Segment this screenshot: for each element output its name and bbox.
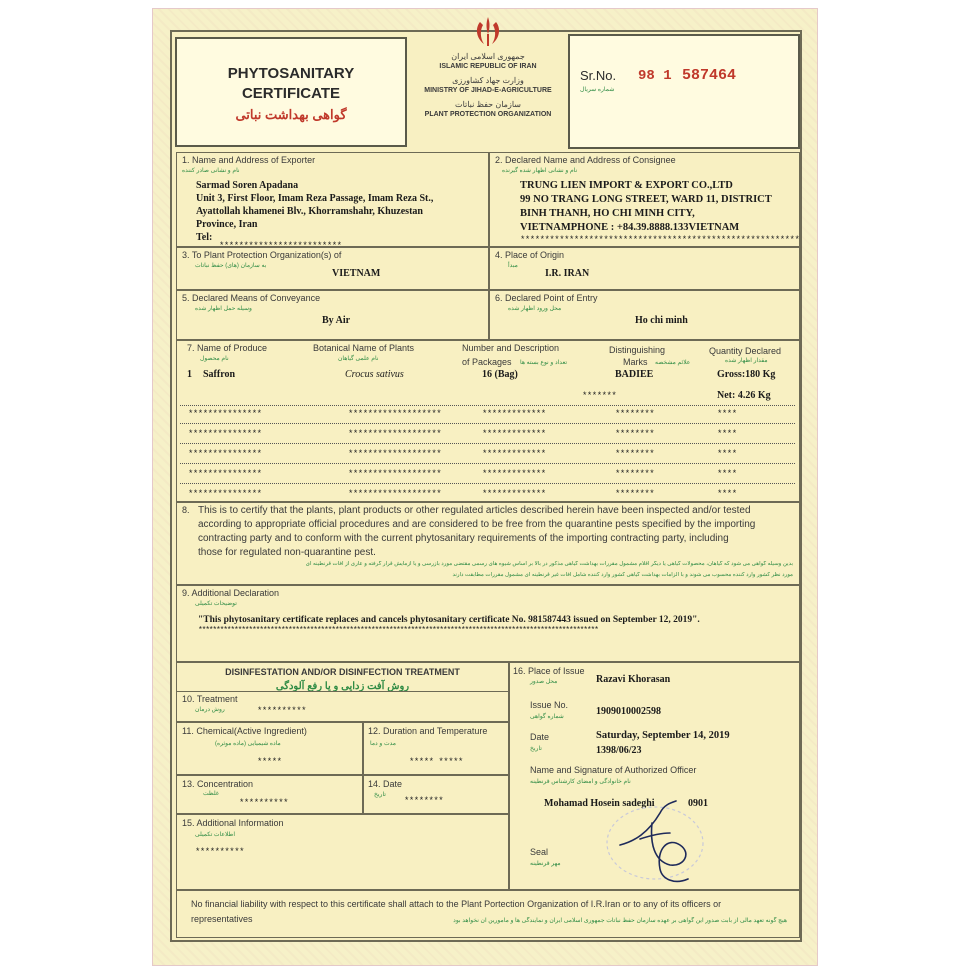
row-gross: Gross:180 Kg bbox=[717, 369, 776, 380]
duration-box bbox=[363, 722, 509, 775]
additional-info-box bbox=[176, 814, 509, 890]
certify-text4: those for regulated non-quarantine pest. bbox=[198, 547, 376, 558]
certify-num: 8. bbox=[182, 505, 190, 515]
additional-info-fa: اطلاعات تکمیلی bbox=[195, 832, 235, 838]
filler-d: ******** bbox=[615, 469, 655, 479]
row-divider bbox=[180, 463, 795, 464]
row-botanical: Crocus sativus bbox=[345, 369, 404, 380]
exporter-box bbox=[176, 152, 489, 251]
col-name-header: 7. Name of Produce bbox=[187, 343, 268, 353]
filler-a: *************** bbox=[188, 469, 262, 479]
footer-box bbox=[176, 890, 800, 938]
consignee-box bbox=[489, 152, 800, 247]
col-botanical-header: Botanical Name of Plants bbox=[313, 343, 415, 353]
entry-box bbox=[489, 290, 800, 340]
seal-fa: مهر قرنطینه bbox=[530, 861, 561, 867]
filler-b: ******************* bbox=[348, 489, 442, 499]
place-of-issue-label: 16. Place of Issue bbox=[513, 666, 585, 676]
row-divider bbox=[180, 423, 795, 424]
treatment-heading-fa: روش آفت زدایی و یا رفع آلودگی bbox=[275, 681, 410, 692]
treatment-date-value: ******** bbox=[404, 796, 444, 806]
certification-box bbox=[176, 502, 800, 585]
footer-fa: هیچ گونه تعهد مالی از بابت صدور این گواهی بر عهده سازمان حفظ نباتات جمهوری اسلامی ایران و نمایندگی ها و مامورین آن نخواهد بود bbox=[453, 918, 787, 924]
exporter-address1: Unit 3, First Floor, Imam Reza Passage, Imam Reza St., bbox=[196, 193, 434, 204]
row-marks-stars: ******* bbox=[582, 391, 617, 401]
chemical-label: 11. Chemical(Active Ingredient) bbox=[182, 726, 307, 736]
additional-declaration-box bbox=[176, 585, 800, 662]
filler-d: ******** bbox=[615, 409, 655, 419]
exporter-address2: Ayattollah khamenei Blv., Khorramshahr, Khuzestan bbox=[196, 206, 423, 217]
treatment-heading: DISINFESTATION AND/OR DISINFECTION TREATMENT bbox=[225, 667, 460, 677]
npo-value: VIETNAM bbox=[332, 268, 381, 279]
filler-a: *************** bbox=[188, 429, 262, 439]
filler-b: ******************* bbox=[348, 449, 442, 459]
filler-b: ******************* bbox=[348, 469, 442, 479]
srno-number: 587464 bbox=[682, 67, 737, 84]
certify-fa1: بدین وسیله گواهی می شود که گیاهان، محصولات گیاهی یا دیگر اقلام مشمول مقررات بهداشت گیاهی مذکور در بالا بر اساس شیوه های رسمی مقتضی مورد بازرسی و یا آزمایش قرار گرفته و عاری از آفات قرنطینه ای bbox=[305, 561, 793, 567]
duration-label-fa: مدت و دما bbox=[370, 741, 396, 747]
ministry-en: MINISTRY OF JIHAD-E-AGRICULTURE bbox=[424, 87, 552, 94]
duration-label: 12. Duration and Temperature bbox=[368, 726, 488, 736]
filler-a: *************** bbox=[188, 449, 262, 459]
chemical-box bbox=[176, 722, 363, 775]
filler-e: **** bbox=[717, 409, 737, 419]
filler-a: *************** bbox=[188, 489, 262, 499]
filler-e: **** bbox=[717, 449, 737, 459]
exporter-address3: Province, Iran bbox=[196, 219, 258, 230]
row-divider bbox=[180, 443, 795, 444]
conveyance-label-fa: وسیله حمل اظهار شده bbox=[195, 306, 252, 312]
footer-text1: No financial liability with respect to this certificate shall attach to the Plant Portection Organization of I.R.Iran or to any of its officers or bbox=[191, 899, 722, 909]
ad-stars: *************************************************************************************************************** bbox=[198, 626, 598, 635]
consignee-address3: VIETNAMPHONE : +84.39.8888.133VIETNAM bbox=[520, 222, 740, 233]
npo-label-fa: به سازمان (های) حفظ نباتات bbox=[195, 263, 267, 269]
ad-text: "This phytosanitary certificate replaces and cancels phytosanitary certificate No. 981587443 issued on September 12, 2019". bbox=[198, 615, 700, 625]
iran-emblem-icon bbox=[470, 14, 506, 50]
exporter-name: Sarmad Soren Apadana bbox=[196, 180, 299, 191]
issue-box bbox=[509, 662, 800, 890]
filler-e: **** bbox=[717, 429, 737, 439]
srno-fa: شماره سریال bbox=[580, 87, 615, 93]
certify-text1: This is to certify that the plants, plant products or other regulated articles described herein have been inspected and/or tested bbox=[198, 505, 751, 516]
filler-c: ************* bbox=[482, 429, 546, 439]
title-line2: CERTIFICATE bbox=[241, 85, 341, 102]
issue-no-fa: شماره گواهی bbox=[530, 714, 564, 720]
additional-info-value: ********** bbox=[195, 847, 245, 857]
republic-fa: جمهوری اسلامی ایران bbox=[451, 52, 525, 61]
title-box bbox=[175, 37, 407, 147]
chemical-value: ***** bbox=[257, 757, 282, 767]
treatment-value: ********** bbox=[257, 706, 307, 716]
col-marks-header1: Distinguishing bbox=[609, 345, 666, 355]
row-packages: 16 (Bag) bbox=[482, 369, 518, 380]
emblem-header bbox=[408, 10, 568, 150]
exporter-label-fa: نام و نشانی صادر کننده bbox=[182, 168, 240, 174]
certify-fa2: مورد نظر کشور وارد کننده محسوب می شوند و با الزامات بهداشت گیاهی کشور وارد کننده شامل آفات غیر قرنطینه ای مشمول مقررات مطابقت دارند bbox=[452, 572, 793, 578]
ministry-fa: وزارت جهاد کشاورزی bbox=[452, 76, 524, 85]
origin-label-fa: مبدأ bbox=[508, 263, 518, 269]
srno-prefix: 98 1 bbox=[638, 68, 672, 84]
consignee-label-fa: نام و نشانی اظهار شده گیرنده bbox=[502, 168, 578, 174]
org-en: PLANT PROTECTION ORGANIZATION bbox=[424, 111, 552, 118]
consignee-label: 2. Declared Name and Address of Consignee bbox=[495, 155, 676, 165]
npo-label: 3. To Plant Protection Organization(s) of bbox=[182, 250, 342, 260]
col-qty-header: Quantity Declared bbox=[709, 346, 782, 356]
filler-d: ******** bbox=[615, 449, 655, 459]
officer-name: Mohamad Hosein sadeghi bbox=[544, 798, 655, 809]
row-divider bbox=[180, 405, 795, 406]
filler-b: ******************* bbox=[348, 429, 442, 439]
treatment-date-label: 14. Date bbox=[368, 779, 403, 789]
issue-date-value-fa: 1398/06/23 bbox=[596, 745, 642, 756]
issue-date-label: Date bbox=[530, 732, 550, 742]
consignee-name: TRUNG LIEN IMPORT & EXPORT CO.,LTD bbox=[520, 180, 733, 191]
additional-info-label: 15. Additional Information bbox=[182, 818, 284, 828]
filler-c: ************* bbox=[482, 489, 546, 499]
col-botanical-fa: نام علمی گیاهان bbox=[338, 356, 379, 362]
conveyance-value: By Air bbox=[322, 315, 351, 326]
officer-label: Name and Signature of Authorized Officer bbox=[530, 765, 697, 775]
officer-code: 0901 bbox=[688, 798, 708, 809]
exporter-stars: ************************* bbox=[219, 241, 342, 251]
officer-fa: نام خانوادگی و امضای کارشناس قرنطینه bbox=[530, 779, 631, 785]
col-qty-fa: مقدار اظهار شده bbox=[725, 358, 768, 364]
col-packages-fa: تعداد و نوع بسته ها bbox=[520, 360, 568, 366]
col-name-fa: نام محصول bbox=[200, 356, 229, 362]
exporter-tel: Tel: bbox=[196, 232, 213, 243]
concentration-box bbox=[176, 775, 363, 814]
srno-label: Sr.No. bbox=[580, 68, 617, 83]
row-net: Net: 4.26 Kg bbox=[717, 390, 771, 401]
entry-label-fa: محل ورود اظهار شده bbox=[508, 306, 562, 312]
row-name: Saffron bbox=[203, 369, 236, 380]
conveyance-box bbox=[176, 290, 489, 340]
exporter-label: 1. Name and Address of Exporter bbox=[182, 155, 316, 165]
ad-label-fa: توضیحات تکمیلی bbox=[195, 601, 237, 607]
concentration-label: 13. Concentration bbox=[182, 779, 254, 789]
col-packages-header1: Number and Description bbox=[462, 343, 560, 353]
filler-e: **** bbox=[717, 469, 737, 479]
origin-value: I.R. IRAN bbox=[545, 268, 590, 279]
row-marks: BADIEE bbox=[615, 369, 654, 380]
npo-box bbox=[176, 247, 489, 290]
filler-c: ************* bbox=[482, 449, 546, 459]
place-of-issue-fa: محل صدور bbox=[530, 679, 558, 685]
origin-box bbox=[489, 247, 800, 290]
chemical-label-fa: ماده شیمیایی (ماده موثره) bbox=[215, 741, 281, 747]
treatment-date-box bbox=[363, 775, 509, 814]
seal-label: Seal bbox=[530, 847, 549, 857]
col-packages-header2: of Packages bbox=[462, 357, 512, 367]
org-fa: سازمان حفظ نباتات bbox=[455, 100, 521, 109]
filler-c: ************* bbox=[482, 409, 546, 419]
footer-text2: representatives bbox=[191, 914, 253, 924]
filler-e: **** bbox=[717, 489, 737, 499]
consignee-stars: ********************************************************* bbox=[520, 235, 800, 245]
issue-date-value: Saturday, September 14, 2019 bbox=[596, 730, 730, 741]
treatment-label-fa: روش درمان bbox=[195, 707, 225, 713]
certify-text2: according to appropriate official procedures and are considered to be free from the quarantine pests specified by the importing bbox=[198, 519, 756, 530]
entry-value: Ho chi minh bbox=[635, 315, 688, 326]
place-of-issue-value: Razavi Khorasan bbox=[596, 674, 671, 685]
issue-no-label: Issue No. bbox=[530, 700, 569, 710]
republic-en: ISLAMIC REPUBLIC OF IRAN bbox=[439, 63, 537, 70]
issue-no-value: 1909010002598 bbox=[596, 706, 661, 717]
treatment-row bbox=[176, 691, 509, 722]
col-marks-header2: Marks bbox=[623, 357, 648, 367]
row-no: 1 bbox=[187, 369, 192, 380]
title-line1: PHYTOSANITARY bbox=[227, 65, 355, 82]
title-fa: گواهی بهداشت نباتی bbox=[235, 107, 347, 122]
col-marks-fa: علائم مشخصه bbox=[655, 360, 691, 366]
entry-label: 6. Declared Point of Entry bbox=[495, 293, 598, 303]
row-divider bbox=[180, 483, 795, 484]
filler-b: ******************* bbox=[348, 409, 442, 419]
issue-date-fa: تاریخ bbox=[530, 746, 542, 752]
treatment-date-fa: تاریخ bbox=[374, 792, 386, 798]
serial-number-box bbox=[568, 34, 800, 149]
filler-d: ******** bbox=[615, 489, 655, 499]
treatment-label: 10. Treatment bbox=[182, 694, 238, 704]
origin-label: 4. Place of Origin bbox=[495, 250, 565, 260]
conveyance-label: 5. Declared Means of Conveyance bbox=[182, 293, 321, 303]
duration-value: ***** ***** bbox=[409, 757, 463, 767]
filler-d: ******** bbox=[615, 429, 655, 439]
consignee-address1: 99 NO TRANG LONG STREET, WARD 11, DISTRICT bbox=[520, 194, 772, 205]
ad-label: 9. Additional Declaration bbox=[182, 588, 280, 598]
concentration-label-fa: غلظت bbox=[203, 791, 219, 797]
certify-text3: contracting party and to conform with the current phytosanitary requirements of the importing contracting party, including bbox=[198, 533, 729, 544]
concentration-value: ********** bbox=[239, 798, 289, 808]
filler-c: ************* bbox=[482, 469, 546, 479]
consignee-address2: BINH THANH, HO CHI MINH CITY, bbox=[520, 208, 695, 219]
filler-a: *************** bbox=[188, 409, 262, 419]
signature-icon bbox=[600, 793, 710, 889]
